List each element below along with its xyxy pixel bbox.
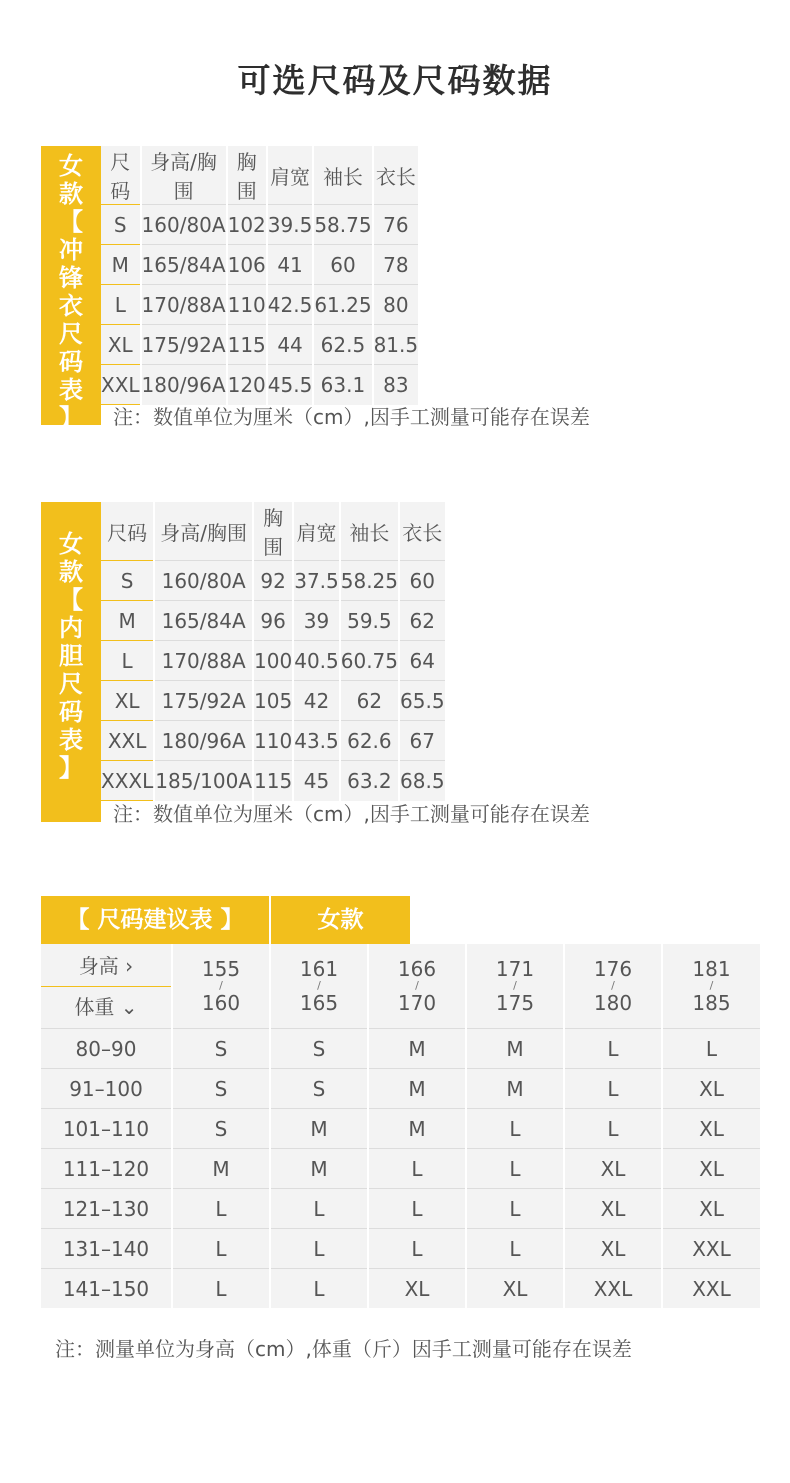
weight-range-cell: 91–100 xyxy=(41,1069,172,1109)
table-cell: 120 xyxy=(227,365,267,405)
recommended-size-cell: M xyxy=(368,1109,466,1149)
jacket-size-table xyxy=(101,146,418,405)
side-label-char: 尺 xyxy=(59,320,83,348)
recommended-size-cell: M xyxy=(270,1109,368,1149)
table-cell: 106 xyxy=(227,245,267,285)
table-row xyxy=(101,761,445,801)
table-row xyxy=(41,1069,760,1109)
recommended-size-cell: L xyxy=(466,1109,564,1149)
recommended-size-cell: S xyxy=(172,1109,270,1149)
table-cell: 83 xyxy=(373,365,419,405)
table-cell: 62.5 xyxy=(313,325,372,365)
recommended-size-cell: S xyxy=(270,1069,368,1109)
height-range-header xyxy=(564,944,662,1029)
size-label-cell: XXL xyxy=(101,721,154,761)
range-separator: / xyxy=(611,979,615,992)
recommended-size-cell: S xyxy=(172,1029,270,1069)
height-range-start: 166 xyxy=(397,957,437,981)
size-label-cell: XL xyxy=(101,681,154,721)
recommended-size-cell: L xyxy=(270,1189,368,1229)
side-label-char: 锋 xyxy=(59,264,83,292)
side-label-char: 【 xyxy=(59,208,83,236)
recommended-size-cell: L xyxy=(368,1149,466,1189)
recommended-size-cell: L xyxy=(466,1149,564,1189)
table-cell: 59.5 xyxy=(340,601,399,641)
size-label-cell: S xyxy=(101,561,154,601)
table-cell: 60 xyxy=(399,561,445,601)
table-cell: 58.25 xyxy=(340,561,399,601)
size-label-cell: L xyxy=(101,641,154,681)
table-cell: 102 xyxy=(227,205,267,245)
weight-range-cell: 141–150 xyxy=(62,1276,150,1301)
side-label-char: 码 xyxy=(59,348,83,376)
table-cell: 76 xyxy=(373,205,419,245)
weight-range-cell: 121–130 xyxy=(41,1189,172,1229)
table-cell: 180/96A xyxy=(141,365,227,405)
table-cell: 67 xyxy=(399,721,445,761)
table-cell: 96 xyxy=(253,601,293,641)
table-cell: 62.6 xyxy=(340,721,399,761)
table-row xyxy=(101,641,445,681)
table-cell: 110 xyxy=(253,721,293,761)
size-label-cell: XXXL xyxy=(101,761,154,801)
table-cell: 170/88A xyxy=(154,641,253,681)
table-row xyxy=(101,365,418,405)
range-separator: / xyxy=(317,979,321,992)
side-label-char: 女 xyxy=(59,530,83,558)
side-label-char: 内 xyxy=(59,614,83,642)
column-header: 胸围 xyxy=(227,146,267,205)
table-row xyxy=(101,721,445,761)
table-cell: 170/88A xyxy=(141,285,227,325)
recommended-size-cell: L xyxy=(270,1269,368,1309)
recommended-size-cell: M xyxy=(270,1149,368,1189)
table-cell: 110 xyxy=(227,285,267,325)
column-header: 肩宽 xyxy=(267,146,314,205)
side-label-char: 冲 xyxy=(59,236,83,264)
table-row xyxy=(101,205,418,245)
recommended-size-cell: XL xyxy=(662,1069,760,1109)
corner-cell xyxy=(41,944,172,1029)
side-label-char: 尺 xyxy=(59,670,83,698)
table-cell: 115 xyxy=(227,325,267,365)
liner-size-table xyxy=(101,502,445,801)
table-cell: 45 xyxy=(293,761,340,801)
table-row xyxy=(41,1189,760,1229)
height-range-end: 165 xyxy=(299,991,339,1015)
table-cell: 62 xyxy=(399,601,445,641)
recommended-size-cell: L xyxy=(564,1109,662,1149)
recommended-size-cell: XXL xyxy=(662,1229,760,1269)
table-cell: 43.5 xyxy=(293,721,340,761)
height-range-end: 185 xyxy=(692,991,731,1015)
jacket-size-note: 注：数值单位为厘米（cm）,因手工测量可能存在误差 xyxy=(113,405,590,429)
side-label-char: 女 xyxy=(59,152,83,180)
table-row xyxy=(101,681,445,721)
side-label-char: 衣 xyxy=(59,292,83,320)
recommended-size-cell: XL xyxy=(564,1189,662,1229)
table-cell: 39 xyxy=(293,601,340,641)
table-cell: 160/80A xyxy=(154,561,253,601)
table-cell: 65.5 xyxy=(399,681,445,721)
column-header: 肩宽 xyxy=(293,502,340,561)
side-label-char: 胆 xyxy=(59,642,83,670)
height-range-start: 181 xyxy=(692,957,731,981)
recommended-size-cell: XL xyxy=(662,1109,760,1149)
liner-size-side-label xyxy=(41,502,101,822)
size-label-cell: M xyxy=(101,601,154,641)
weight-axis-label: 体重 ⌄ xyxy=(74,995,138,1019)
recommended-size-cell: L xyxy=(466,1229,564,1269)
table-row xyxy=(41,1269,760,1309)
recommended-size-cell: XL xyxy=(564,1149,662,1189)
size-recommend-table xyxy=(41,944,760,1308)
recommended-size-cell: S xyxy=(172,1069,270,1109)
table-row xyxy=(101,561,445,601)
table-cell: 92 xyxy=(253,561,293,601)
jacket-size-side-label xyxy=(41,146,101,432)
table-cell: 58.75 xyxy=(313,205,372,245)
table-cell: 165/84A xyxy=(154,601,253,641)
table-cell: 64 xyxy=(399,641,445,681)
column-header: 身高/胸围 xyxy=(154,502,253,561)
side-label-char: 】 xyxy=(59,754,83,782)
recommended-size-cell: L xyxy=(172,1269,270,1309)
recommended-size-cell: L xyxy=(564,1069,662,1109)
side-label-char: 】 xyxy=(59,404,83,432)
height-axis-label: 身高 › xyxy=(41,944,171,987)
height-range-end: 180 xyxy=(593,991,633,1015)
size-label-cell: L xyxy=(101,285,141,325)
weight-range-cell: 80–90 xyxy=(41,1029,172,1069)
recommended-size-cell: XL xyxy=(368,1269,466,1309)
height-range-end: 160 xyxy=(201,991,241,1015)
column-header: 身高/胸围 xyxy=(141,146,227,205)
table-cell: 180/96A xyxy=(154,721,253,761)
size-label-cell: XXL xyxy=(101,365,141,405)
recommended-size-cell: S xyxy=(270,1029,368,1069)
recommended-size-cell: XL xyxy=(662,1149,760,1189)
table-row xyxy=(101,245,418,285)
weight-range-cell: 131–140 xyxy=(41,1229,172,1269)
page-title: 可选尺码及尺码数据 xyxy=(237,61,553,100)
table-cell: 41 xyxy=(267,245,314,285)
table-cell: 42.5 xyxy=(267,285,314,325)
recommended-size-cell: L xyxy=(172,1229,270,1269)
table-cell: 165/84A xyxy=(141,245,227,285)
tab-size-recommend[interactable]: 【 尺码建议表 】 xyxy=(41,896,269,944)
recommended-size-cell: L xyxy=(270,1229,368,1269)
table-cell: 42 xyxy=(293,681,340,721)
weight-range-cell: 101–110 xyxy=(41,1109,172,1149)
recommended-size-cell: XXL xyxy=(662,1269,760,1309)
height-range-header xyxy=(270,944,368,1029)
recommended-size-cell: M xyxy=(368,1029,466,1069)
recommended-size-cell: M xyxy=(368,1069,466,1109)
side-label-char: 款 xyxy=(59,180,83,208)
recommended-size-cell: XL xyxy=(564,1229,662,1269)
recommended-size-cell: XXL xyxy=(564,1269,662,1309)
table-cell: 80 xyxy=(373,285,419,325)
table-cell: 45.5 xyxy=(267,365,314,405)
recommended-size-cell: M xyxy=(466,1069,564,1109)
table-cell: 61.25 xyxy=(313,285,372,325)
size-label-cell: XL xyxy=(101,325,141,365)
column-header: 尺码 xyxy=(101,502,154,561)
size-label-cell: M xyxy=(101,245,141,285)
column-header: 袖长 xyxy=(340,502,399,561)
recommend-header-row xyxy=(41,944,760,1029)
recommended-size-cell: XL xyxy=(466,1269,564,1309)
table-header-row xyxy=(101,146,418,205)
table-cell: 185/100A xyxy=(154,761,253,801)
table-cell: 60.75 xyxy=(340,641,399,681)
range-separator: / xyxy=(415,979,419,992)
table-cell: 100 xyxy=(253,641,293,681)
recommended-size-cell: L xyxy=(172,1189,270,1229)
weight-range-cell: 111–120 xyxy=(41,1149,172,1189)
recommended-size-cell: L xyxy=(368,1229,466,1269)
table-cell: 37.5 xyxy=(293,561,340,601)
table-row xyxy=(101,325,418,365)
table-row xyxy=(41,1229,760,1269)
height-range-start: 155 xyxy=(201,957,241,981)
table-cell: 63.2 xyxy=(340,761,399,801)
table-cell: 62 xyxy=(340,681,399,721)
height-range-end: 170 xyxy=(397,991,437,1015)
recommended-size-cell: L xyxy=(564,1029,662,1069)
column-header: 胸围 xyxy=(253,502,293,561)
height-range-header xyxy=(466,944,564,1029)
side-label-char: 表 xyxy=(59,726,83,754)
table-cell: 78 xyxy=(373,245,419,285)
size-label-cell: S xyxy=(101,205,141,245)
recommended-size-cell: M xyxy=(466,1029,564,1069)
height-range-header xyxy=(368,944,466,1029)
height-range-header xyxy=(662,944,760,1029)
table-cell: 160/80A xyxy=(141,205,227,245)
recommended-size-cell: L xyxy=(662,1029,760,1069)
height-range-header xyxy=(172,944,270,1029)
table-cell: 105 xyxy=(253,681,293,721)
table-cell: 115 xyxy=(253,761,293,801)
recommend-note: 注：测量单位为身高（cm）,体重（斤）因手工测量可能存在误差 xyxy=(55,1337,632,1361)
tab-women[interactable]: 女款 xyxy=(271,896,410,944)
recommended-size-cell: M xyxy=(172,1149,270,1189)
liner-size-note: 注：数值单位为厘米（cm）,因手工测量可能存在误差 xyxy=(113,802,590,826)
table-row xyxy=(41,1149,760,1189)
side-label-char: 款 xyxy=(59,558,83,586)
table-row xyxy=(41,1029,760,1069)
table-cell: 63.1 xyxy=(313,365,372,405)
range-separator: / xyxy=(513,979,517,992)
range-separator: / xyxy=(709,979,714,992)
height-range-end: 175 xyxy=(495,991,535,1015)
table-row xyxy=(101,601,445,641)
side-label-char: 码 xyxy=(59,698,83,726)
height-range-start: 161 xyxy=(299,957,339,981)
height-range-start: 176 xyxy=(593,957,633,981)
table-cell: 175/92A xyxy=(141,325,227,365)
recommended-size-cell: XL xyxy=(662,1189,760,1229)
table-cell: 39.5 xyxy=(267,205,314,245)
column-header: 衣长 xyxy=(373,146,419,205)
side-label-char: 表 xyxy=(59,376,83,404)
table-cell: 175/92A xyxy=(154,681,253,721)
recommended-size-cell: L xyxy=(368,1189,466,1229)
column-header: 尺码 xyxy=(101,146,141,205)
table-cell: 60 xyxy=(313,245,372,285)
side-label-char: 【 xyxy=(59,586,83,614)
table-cell: 81.5 xyxy=(373,325,419,365)
recommended-size-cell: L xyxy=(466,1189,564,1229)
table-cell: 40.5 xyxy=(293,641,340,681)
range-separator: / xyxy=(219,979,223,992)
table-row xyxy=(101,285,418,325)
table-cell: 44 xyxy=(267,325,314,365)
height-range-start: 171 xyxy=(495,957,535,981)
table-row xyxy=(41,1109,760,1149)
column-header: 袖长 xyxy=(313,146,372,205)
table-cell: 68.5 xyxy=(399,761,445,801)
table-header-row xyxy=(101,502,445,561)
column-header: 衣长 xyxy=(399,502,445,561)
